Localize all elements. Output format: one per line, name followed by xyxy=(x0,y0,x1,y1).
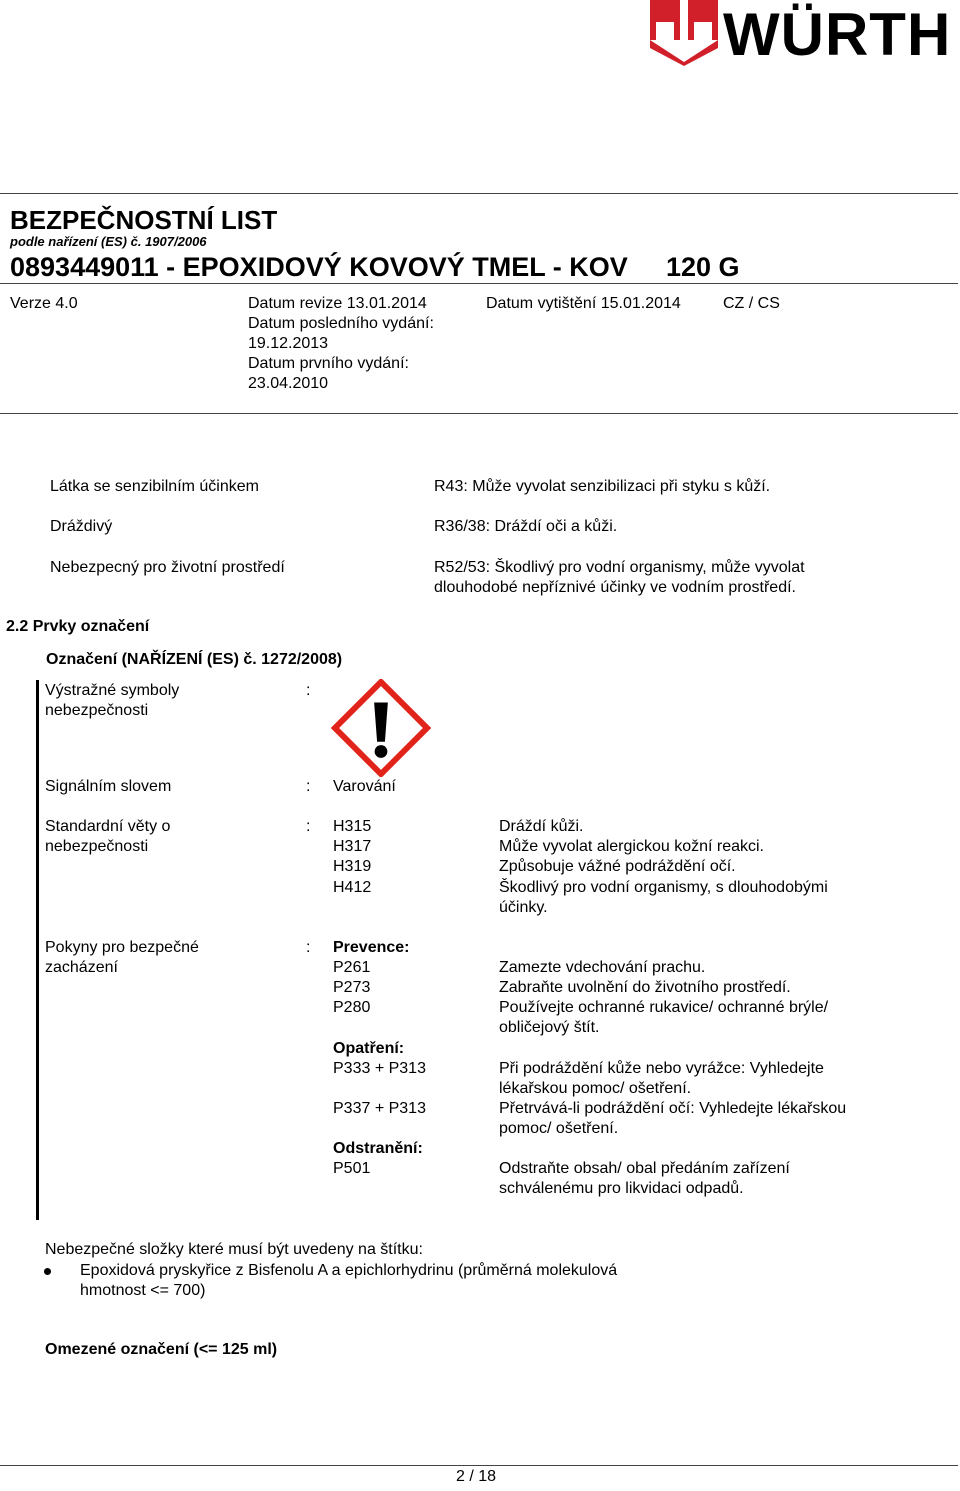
precaution-colon: : xyxy=(306,939,311,956)
footer-rule xyxy=(0,1465,958,1466)
precaution-label-line2: zacházení xyxy=(45,959,118,976)
precaution-code: P333 + P313 xyxy=(333,1060,426,1077)
page-number: 2 / 18 xyxy=(456,1468,497,1485)
component-item-line1: Epoxidová pryskyřice z Bisfenolu A a epichlorhydrinu (průměrná molekulová xyxy=(80,1262,618,1279)
hazard-code: H319 xyxy=(333,858,372,875)
document-title: BEZPEČNOSTNÍ LIST xyxy=(10,205,278,235)
response-title: Opatření: xyxy=(333,1040,405,1057)
components-title: Nebezpečné složky které musí být uvedeny na štítku: xyxy=(45,1241,423,1258)
hazard-label-line1: Standardní věty o xyxy=(45,818,171,835)
version: Verze 4.0 xyxy=(10,295,78,312)
revision-date: Datum revize 13.01.2014 xyxy=(248,295,427,312)
symbols-label-line2: nebezpečnosti xyxy=(45,702,149,719)
product-name: 0893449011 - EPOXIDOVÝ KOVOVÝ TMEL - KOV xyxy=(10,252,628,282)
precaution-text-cont: obličejový štít. xyxy=(499,1019,600,1036)
symbols-colon: : xyxy=(306,682,311,699)
disposal-title: Odstranění: xyxy=(333,1140,423,1157)
class-text-sensitizing: R43: Může vyvolat senzibilizaci při styku s kůží. xyxy=(434,478,771,495)
precaution-code: P280 xyxy=(333,999,371,1016)
hazard-label-line2: nebezpečnosti xyxy=(45,838,149,855)
class-label-environment: Nebezpecný pro životní prostředí xyxy=(50,559,285,576)
precaution-text: Zabraňte uvolnění do životního prostředí. xyxy=(499,979,791,996)
header-bottom-rule xyxy=(0,413,958,414)
hazard-colon: : xyxy=(306,818,311,835)
product-size: 120 G xyxy=(666,252,740,282)
precaution-label-line1: Pokyny pro bezpečné xyxy=(45,939,199,956)
class-text-environment-line2: dlouhodobé nepříznivé účinky ve vodním prostředí. xyxy=(434,579,796,596)
hazard-text-cont: účinky. xyxy=(499,899,548,916)
wurth-logo-text: WÜRTH xyxy=(723,1,952,68)
precaution-code: P261 xyxy=(333,959,371,976)
bullet-icon xyxy=(44,1268,51,1275)
signal-word: Varování xyxy=(333,778,396,795)
header-top-rule xyxy=(0,193,958,194)
locale: CZ / CS xyxy=(723,295,780,312)
precaution-text-cont: schválenému pro likvidaci odpadů. xyxy=(499,1180,744,1197)
signal-label: Signálním slovem xyxy=(45,778,172,795)
hazard-code: H412 xyxy=(333,879,372,896)
hazard-code: H317 xyxy=(333,838,372,855)
prevention-title: Prevence: xyxy=(333,939,410,956)
precaution-text-cont: lékařskou pomoc/ ošetření. xyxy=(499,1080,692,1097)
hazard-code: H315 xyxy=(333,818,372,835)
first-issue-label: Datum prvního vydání: xyxy=(248,355,409,372)
precaution-code: P501 xyxy=(333,1160,371,1177)
last-issue-label: Datum posledního vydání: xyxy=(248,315,434,332)
class-text-irritant: R36/38: Dráždí oči a kůži. xyxy=(434,518,618,535)
last-issue-date: 19.12.2013 xyxy=(248,335,329,352)
label-block-rule xyxy=(36,680,39,1220)
precaution-code: P273 xyxy=(333,979,371,996)
section-subheading: Označení (NAŘÍZENÍ (ES) č. 1272/2008) xyxy=(46,651,343,668)
header-mid-rule xyxy=(0,283,958,284)
hazard-text: Způsobuje vážné podráždění očí. xyxy=(499,858,736,875)
wurth-logo-mark xyxy=(648,0,720,66)
precaution-text-cont: pomoc/ ošetření. xyxy=(499,1120,619,1137)
print-date: Datum vytištění 15.01.2014 xyxy=(486,295,681,312)
signal-colon: : xyxy=(306,778,311,795)
class-text-environment-line1: R52/53: Škodlivý pro vodní organismy, může vyvolat xyxy=(434,559,805,576)
hazard-text: Škodlivý pro vodní organismy, s dlouhodobými xyxy=(499,879,828,896)
precaution-text: Odstraňte obsah/ obal předáním zařízení xyxy=(499,1160,790,1177)
document-subtitle: podle nařízení (ES) č. 1907/2006 xyxy=(10,234,207,249)
precaution-text: Používejte ochranné rukavice/ ochranné brýle/ xyxy=(499,999,829,1016)
symbols-label-line1: Výstražné symboly xyxy=(45,682,180,699)
precaution-text: Přetrvává-li podráždění očí: Vyhledejte lékařskou xyxy=(499,1100,847,1117)
first-issue-date: 23.04.2010 xyxy=(248,375,329,392)
class-label-sensitizing: Látka se senzibilním účinkem xyxy=(50,478,259,495)
class-label-irritant: Dráždivý xyxy=(50,518,113,535)
component-item-line2: hmotnost <= 700) xyxy=(80,1282,206,1299)
precaution-code: P337 + P313 xyxy=(333,1100,426,1117)
hazard-text: Může vyvolat alergickou kožní reakci. xyxy=(499,838,764,855)
limited-labelling: Omezené označení (<= 125 ml) xyxy=(45,1341,278,1358)
section-heading: 2.2 Prvky označení xyxy=(6,618,150,635)
exclamation-mark-ghs07-icon xyxy=(331,679,431,777)
precaution-text: Při podráždění kůže nebo vyrážce: Vyhledejte xyxy=(499,1060,824,1077)
hazard-text: Dráždí kůži. xyxy=(499,818,584,835)
precaution-text: Zamezte vdechování prachu. xyxy=(499,959,706,976)
